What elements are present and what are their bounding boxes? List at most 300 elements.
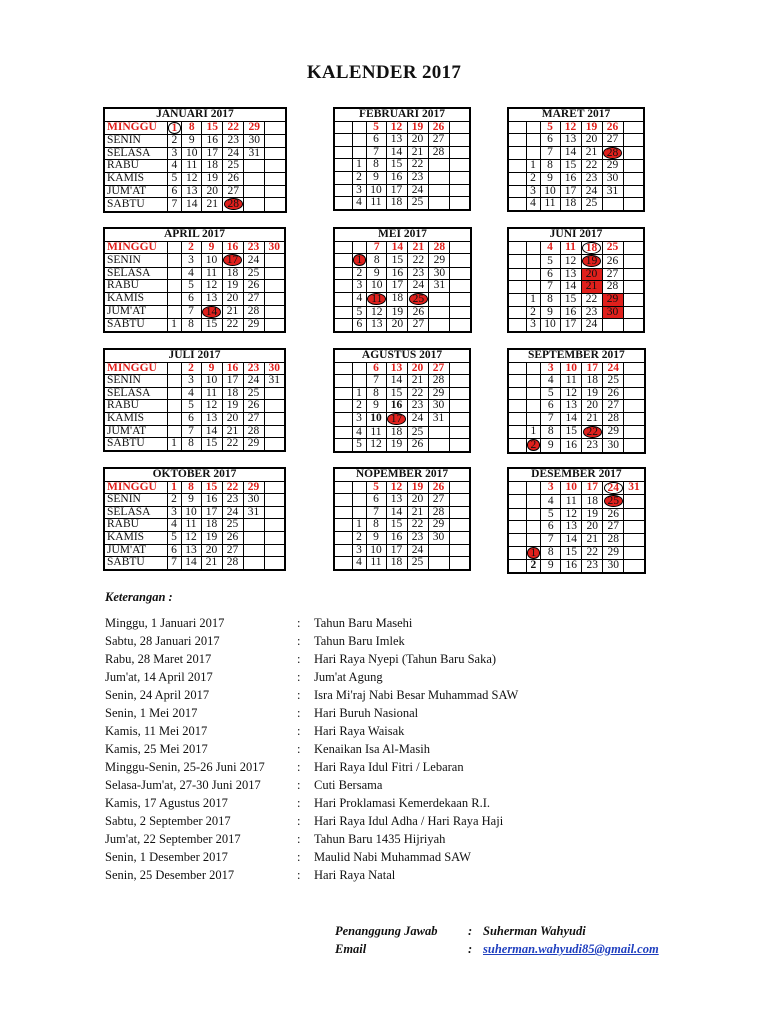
date-cell: 13: [386, 494, 407, 507]
date-cell: 26: [602, 121, 623, 134]
date-cell: 4: [167, 519, 181, 532]
date-cell: 7: [167, 198, 182, 212]
separator: :: [297, 652, 301, 666]
date-cell: 21: [407, 506, 428, 519]
day-name: KAMIS: [104, 531, 167, 544]
email-link[interactable]: suherman.wahyudi85@gmail.com: [483, 942, 659, 956]
date-cell: 4: [167, 160, 182, 173]
date-cell: 22: [223, 121, 244, 135]
week-row: [334, 439, 470, 452]
date-cell: 13: [201, 412, 222, 425]
day-name: SELASA: [104, 147, 167, 160]
date-cell: 2: [526, 560, 541, 573]
date-cell: 31: [624, 481, 645, 495]
date-cell: 1: [167, 319, 181, 332]
day-name: [334, 197, 352, 210]
date-cell: 24: [408, 280, 429, 293]
week-row: [334, 280, 471, 293]
week-row: [508, 508, 645, 521]
date-cell: 14: [560, 281, 581, 294]
date-cell: 28: [222, 557, 243, 570]
week-row: [508, 560, 645, 573]
week-row: [334, 184, 470, 197]
holiday-name: Hari Raya Natal: [314, 868, 396, 882]
date-cell: 4: [352, 426, 366, 439]
date-cell: 21: [408, 241, 429, 254]
date-cell: [167, 362, 181, 375]
date-cell: 23: [243, 241, 264, 254]
date-cell: 17: [201, 506, 222, 519]
date-cell: 23: [243, 362, 264, 375]
date-cell: 25: [407, 557, 428, 570]
date-cell: [526, 387, 541, 400]
day-name: SABTU: [104, 198, 167, 212]
date-cell: 9: [541, 560, 561, 573]
separator: :: [468, 924, 473, 938]
date-cell: [428, 184, 449, 197]
holiday-date: Jum'at, 14 April 2017: [105, 670, 213, 684]
date-cell: 22: [408, 254, 429, 268]
date-cell: 24: [581, 319, 602, 332]
date-cell: 24: [407, 412, 428, 426]
date-cell: 22: [222, 481, 243, 494]
separator: :: [297, 778, 301, 792]
week-row: [104, 544, 285, 557]
holiday-marker: 25: [409, 293, 429, 305]
date-cell: 13: [201, 292, 222, 305]
date-cell: [624, 533, 645, 546]
date-cell: [526, 481, 541, 495]
date-cell: 24: [223, 147, 244, 160]
date-cell: 11: [540, 198, 560, 211]
date-cell: 10: [201, 254, 222, 268]
date-cell: 3: [181, 375, 201, 388]
date-cell: [623, 306, 644, 319]
holiday-marker: 14: [202, 306, 222, 318]
date-cell: [526, 533, 541, 546]
date-cell: 8: [366, 159, 386, 172]
week-row: [104, 425, 285, 438]
date-cell: [429, 306, 450, 319]
week-row: [104, 494, 285, 507]
date-cell: 26: [222, 531, 243, 544]
date-cell: [526, 521, 541, 534]
date-cell: 6: [167, 185, 182, 198]
date-cell: 11: [201, 267, 222, 280]
holiday-date: Jum'at, 22 September 2017: [105, 832, 241, 846]
month-calendar: [103, 107, 287, 213]
holiday-date: Minggu, 1 Januari 2017: [105, 616, 225, 630]
email-label: Email: [335, 942, 367, 956]
separator: :: [297, 724, 301, 738]
week-row: [104, 198, 286, 212]
date-cell: 10: [182, 147, 202, 160]
date-cell: 8: [367, 254, 387, 268]
holiday-row: [105, 650, 665, 668]
date-cell: 20: [582, 521, 603, 534]
date-cell: 22: [582, 546, 603, 560]
day-name: SENIN: [104, 254, 167, 268]
date-cell: 4: [181, 387, 201, 400]
date-cell: [243, 519, 264, 532]
day-name: [508, 400, 526, 413]
date-cell: 24: [222, 506, 243, 519]
date-cell: 23: [581, 172, 602, 185]
week-row: [104, 254, 285, 268]
week-row: [104, 319, 285, 332]
date-cell: [264, 400, 285, 413]
date-cell: 29: [243, 481, 264, 494]
month-title: AGUSTUS 2017: [334, 349, 470, 362]
date-cell: 20: [581, 134, 602, 147]
date-cell: 19: [222, 400, 243, 413]
date-cell: 17: [386, 544, 407, 557]
date-cell: 12: [560, 121, 581, 134]
separator: :: [297, 634, 301, 648]
date-cell: 16: [561, 439, 582, 453]
date-cell: 10: [367, 280, 387, 293]
date-cell: [581, 255, 602, 269]
date-cell: 7: [366, 506, 386, 519]
date-cell: 19: [386, 439, 407, 452]
date-cell: [167, 267, 181, 280]
date-cell: [449, 544, 470, 557]
date-cell: 19: [201, 531, 222, 544]
date-cell: 2: [167, 494, 181, 507]
holiday-date: Rabu, 28 Maret 2017: [105, 652, 212, 666]
separator: :: [297, 706, 301, 720]
date-cell: 11: [366, 197, 386, 210]
date-cell: 20: [202, 185, 223, 198]
date-cell: 6: [540, 134, 560, 147]
week-row: [104, 121, 286, 135]
date-cell: 12: [561, 508, 582, 521]
date-cell: [526, 241, 540, 255]
day-name: [334, 267, 352, 280]
date-cell: 21: [582, 533, 603, 546]
holiday-row: [105, 794, 665, 812]
date-cell: 6: [540, 268, 560, 281]
date-cell: [265, 172, 286, 185]
date-cell: 14: [386, 146, 407, 159]
day-name: [334, 319, 352, 332]
date-cell: 20: [407, 494, 428, 507]
date-cell: [449, 362, 470, 375]
date-cell: 2: [526, 172, 540, 185]
day-name: [508, 495, 526, 509]
date-cell: 31: [243, 506, 264, 519]
date-cell: 17: [582, 362, 603, 375]
week-row: [334, 241, 471, 254]
holiday-row: [105, 830, 665, 848]
date-cell: [428, 557, 449, 570]
date-cell: [167, 387, 181, 400]
holiday-name: Kenaikan Isa Al-Masih: [314, 742, 430, 756]
date-cell: [428, 544, 449, 557]
month-calendar: [103, 467, 286, 571]
date-cell: 27: [428, 134, 449, 147]
date-cell: 5: [181, 400, 201, 413]
date-cell: 30: [243, 494, 264, 507]
date-cell: 29: [243, 438, 264, 451]
date-cell: 19: [582, 387, 603, 400]
date-cell: 17: [560, 185, 581, 198]
date-cell: 8: [181, 438, 201, 451]
day-name: [334, 481, 352, 494]
week-row: [104, 412, 285, 425]
date-cell: 2: [181, 241, 201, 254]
date-cell: [624, 362, 645, 375]
holiday-row: [105, 668, 665, 686]
day-name: [334, 531, 352, 544]
date-cell: [526, 495, 541, 509]
date-cell: 14: [201, 425, 222, 438]
date-cell: 15: [561, 425, 582, 439]
day-name: [334, 519, 352, 532]
date-cell: 2: [352, 400, 366, 413]
date-cell: [450, 241, 471, 254]
date-cell: 29: [244, 121, 265, 135]
month-calendar: [333, 348, 471, 453]
week-row: [334, 531, 470, 544]
date-cell: 23: [407, 400, 428, 413]
day-name: [334, 387, 352, 400]
holiday-row: [105, 776, 665, 794]
date-cell: 16: [386, 531, 407, 544]
date-cell: [167, 254, 181, 268]
date-cell: 14: [182, 198, 202, 212]
date-cell: 26: [428, 481, 449, 494]
date-cell: 31: [428, 412, 449, 426]
date-cell: 29: [602, 293, 623, 306]
date-cell: [428, 197, 449, 210]
date-cell: [352, 506, 366, 519]
date-cell: [264, 280, 285, 293]
week-row: [104, 531, 285, 544]
date-cell: 3: [352, 544, 366, 557]
date-cell: [450, 254, 471, 268]
day-name: JUM'AT: [104, 305, 167, 319]
date-cell: [222, 254, 243, 268]
date-cell: 26: [602, 255, 623, 269]
date-cell: 3: [541, 362, 561, 375]
date-cell: [526, 362, 541, 375]
date-cell: 10: [181, 506, 201, 519]
date-cell: 23: [407, 531, 428, 544]
date-cell: 30: [603, 439, 624, 453]
holiday-marker: 1: [353, 254, 367, 266]
date-cell: 5: [167, 531, 181, 544]
date-cell: 27: [243, 292, 264, 305]
date-cell: [428, 439, 449, 452]
month-title: SEPTEMBER 2017: [508, 349, 645, 362]
week-row: [508, 172, 644, 185]
date-cell: 4: [352, 557, 366, 570]
week-row: [508, 121, 644, 134]
day-name: [334, 375, 352, 388]
date-cell: 23: [223, 135, 244, 148]
day-name: [508, 268, 526, 281]
date-cell: [264, 531, 285, 544]
date-cell: 25: [243, 387, 264, 400]
date-cell: 18: [222, 387, 243, 400]
date-cell: [167, 292, 181, 305]
date-cell: 9: [540, 306, 560, 319]
date-cell: 16: [560, 172, 581, 185]
date-cell: 2: [352, 267, 367, 280]
separator: :: [297, 760, 301, 774]
date-cell: 15: [561, 546, 582, 560]
week-row: [508, 198, 644, 211]
date-cell: 6: [366, 494, 386, 507]
date-cell: [450, 280, 471, 293]
day-name: [508, 521, 526, 534]
day-name: [508, 146, 526, 160]
date-cell: 14: [561, 412, 582, 425]
date-cell: 5: [366, 481, 386, 494]
date-cell: 27: [222, 544, 243, 557]
week-row: [334, 121, 470, 134]
date-cell: 15: [560, 160, 581, 173]
day-name: [508, 533, 526, 546]
date-cell: [526, 134, 540, 147]
date-cell: 17: [386, 184, 407, 197]
day-name: [334, 254, 352, 268]
date-cell: [449, 519, 470, 532]
date-cell: 9: [540, 172, 560, 185]
date-cell: 19: [222, 280, 243, 293]
week-row: [508, 281, 644, 294]
date-cell: 12: [201, 280, 222, 293]
separator: :: [297, 742, 301, 756]
date-cell: [623, 185, 644, 198]
date-cell: 1: [352, 519, 366, 532]
date-cell: 20: [582, 400, 603, 413]
date-cell: 13: [182, 185, 202, 198]
date-cell: [167, 375, 181, 388]
date-cell: 14: [561, 533, 582, 546]
date-cell: 22: [407, 159, 428, 172]
week-row: [104, 292, 285, 305]
week-row: [104, 241, 285, 254]
date-cell: [623, 160, 644, 173]
date-cell: 20: [387, 319, 408, 332]
day-name: SENIN: [104, 135, 167, 148]
separator: :: [468, 942, 473, 956]
date-cell: 9: [366, 531, 386, 544]
date-cell: 22: [407, 387, 428, 400]
date-cell: 15: [201, 481, 222, 494]
date-cell: [624, 508, 645, 521]
holiday-row: [105, 848, 665, 866]
date-cell: [526, 375, 541, 388]
week-row: [508, 481, 645, 495]
week-row: [104, 481, 285, 494]
date-cell: 13: [561, 400, 582, 413]
holiday-row: [105, 614, 665, 632]
holiday-marker: 28: [224, 198, 244, 210]
separator: :: [297, 670, 301, 684]
holiday-name: Tahun Baru Imlek: [314, 634, 405, 648]
date-cell: 17: [202, 147, 223, 160]
date-cell: [264, 481, 285, 494]
date-cell: 8: [541, 425, 561, 439]
date-cell: [167, 121, 182, 135]
date-cell: 4: [540, 241, 560, 255]
month-calendar: [507, 227, 645, 333]
date-cell: 8: [541, 546, 561, 560]
date-cell: 27: [603, 521, 624, 534]
separator: :: [297, 832, 301, 846]
date-cell: 20: [407, 134, 428, 147]
date-cell: 7: [167, 557, 181, 570]
date-cell: [624, 425, 645, 439]
date-cell: 9: [201, 362, 222, 375]
date-cell: [449, 171, 470, 184]
day-name: KAMIS: [104, 172, 167, 185]
date-cell: 27: [602, 134, 623, 147]
date-cell: 23: [582, 439, 603, 453]
date-cell: 6: [181, 412, 201, 425]
date-cell: [526, 121, 540, 134]
date-cell: 5: [541, 387, 561, 400]
week-row: [334, 171, 470, 184]
week-row: [508, 146, 644, 160]
date-cell: [367, 292, 387, 306]
date-cell: 25: [581, 198, 602, 211]
day-name: RABU: [104, 519, 167, 532]
date-cell: 8: [540, 293, 560, 306]
separator: :: [297, 868, 301, 882]
date-cell: 7: [541, 412, 561, 425]
date-cell: [265, 147, 286, 160]
date-cell: [449, 412, 470, 426]
week-row: [508, 521, 645, 534]
date-cell: 24: [407, 544, 428, 557]
date-cell: 12: [386, 121, 407, 134]
date-cell: 9: [366, 400, 386, 413]
date-cell: [167, 305, 181, 319]
holiday-marker: 2: [527, 439, 541, 451]
week-row: [334, 519, 470, 532]
week-row: [104, 362, 285, 375]
week-row: [508, 134, 644, 147]
date-cell: [623, 241, 644, 255]
date-cell: 3: [352, 184, 366, 197]
day-name: JUM'AT: [104, 185, 167, 198]
holiday-marker: 11: [367, 293, 386, 305]
holiday-marker: 18: [582, 242, 602, 254]
date-cell: 5: [540, 121, 560, 134]
date-cell: 15: [201, 319, 222, 332]
holiday-marker: 24: [604, 482, 624, 494]
date-cell: 30: [428, 531, 449, 544]
date-cell: [449, 400, 470, 413]
date-cell: 13: [386, 362, 407, 375]
date-cell: [449, 375, 470, 388]
day-name: SABTU: [104, 438, 167, 451]
date-cell: 10: [366, 184, 386, 197]
date-cell: 14: [386, 506, 407, 519]
date-cell: 16: [560, 306, 581, 319]
week-row: [334, 146, 470, 159]
date-cell: 2: [352, 531, 366, 544]
week-row: [334, 306, 471, 319]
date-cell: [428, 159, 449, 172]
day-name: [508, 375, 526, 388]
date-cell: 25: [602, 241, 623, 255]
date-cell: 27: [428, 494, 449, 507]
